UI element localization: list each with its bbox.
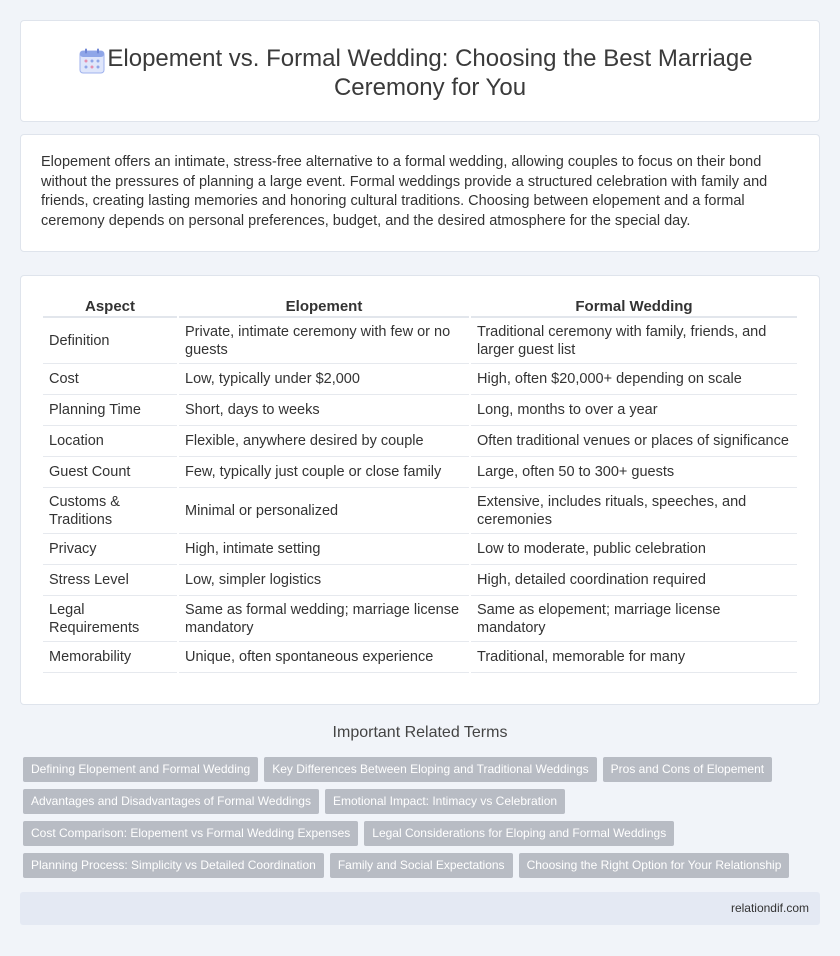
intro-paragraph: Elopement offers an intimate, stress-free alternative to a formal wedding, allowing couples to focus on their bond without the pressures of planning a large event. Formal weddings provide a structured celebration with family and friends, creating lasting memories and honoring cultural traditions. Choosing between elopement and a formal ceremony depends on personal preferences, budget, and the desired atmosphere for the special day. [41,154,768,229]
footer [20,892,820,925]
table-row [43,565,797,596]
cell-aspect: Definition [43,318,177,364]
cell-elopement: Minimal or personalized [179,488,469,534]
related-term-tag[interactable]: Choosing the Right Option for Your Relationship [519,853,790,878]
intro-card [20,134,820,252]
table-row [43,488,797,534]
table-row [43,364,797,395]
cell-aspect: Guest Count [43,457,177,488]
cell-elopement: Few, typically just couple or close family [179,457,469,488]
cell-elopement: High, intimate setting [179,534,469,565]
tag-row [23,853,803,885]
cell-aspect: Legal Requirements [43,596,177,642]
header-formal-wedding: Formal Wedding [471,296,797,318]
tag-row [23,821,803,853]
cell-formal-wedding: High, often $20,000+ depending on scale [471,364,797,395]
cell-aspect: Location [43,426,177,457]
cell-elopement: Short, days to weeks [179,395,469,426]
tag-row [23,789,803,821]
title-card [20,20,820,122]
related-term-tag[interactable]: Family and Social Expectations [330,853,513,878]
cell-elopement: Flexible, anywhere desired by couple [179,426,469,457]
table-row [43,596,797,642]
comparison-card [20,275,820,705]
related-term-tag[interactable]: Advantages and Disadvantages of Formal Weddings [23,789,319,814]
table-row [43,642,797,673]
cell-elopement: Low, typically under $2,000 [179,364,469,395]
footer-site-link[interactable]: relationdif.com [730,901,809,915]
header-aspect: Aspect [43,296,177,318]
cell-formal-wedding: Low to moderate, public celebration [471,534,797,565]
cell-aspect: Cost [43,364,177,395]
table-row [43,426,797,457]
table-row [43,318,797,364]
cell-elopement: Private, intimate ceremony with few or no guests [179,318,469,364]
cell-formal-wedding: Same as elopement; marriage license mandatory [471,596,797,642]
cell-aspect: Stress Level [43,565,177,596]
cell-formal-wedding: High, detailed coordination required [471,565,797,596]
tag-row [23,757,803,789]
cell-formal-wedding: Extensive, includes rituals, speeches, and ceremonies [471,488,797,534]
table-header-row [43,296,797,318]
related-term-tag[interactable]: Defining Elopement and Formal Wedding [23,757,258,782]
cell-elopement: Low, simpler logistics [179,565,469,596]
header-elopement: Elopement [179,296,469,318]
related-term-tag[interactable]: Key Differences Between Eloping and Traditional Weddings [264,757,596,782]
related-terms-heading: Important Related Terms [332,724,508,741]
table-row [43,457,797,488]
cell-formal-wedding: Traditional ceremony with family, friends, and larger guest list [471,318,797,364]
cell-formal-wedding: Often traditional venues or places of significance [471,426,797,457]
related-term-tag[interactable]: Pros and Cons of Elopement [603,757,772,782]
related-terms-list [23,757,803,885]
page-title-line-2: Ceremony for You [333,74,527,101]
cell-aspect: Privacy [43,534,177,565]
cell-elopement: Unique, often spontaneous experience [179,642,469,673]
comparison-table [41,296,799,673]
cell-formal-wedding: Large, often 50 to 300+ guests [471,457,797,488]
cell-aspect: Customs & Traditions [43,488,177,534]
cell-elopement: Same as formal wedding; marriage license mandatory [179,596,469,642]
page-title [81,44,779,102]
table-row [43,534,797,565]
related-term-tag[interactable]: Legal Considerations for Eloping and Formal Weddings [364,821,674,846]
related-term-tag[interactable]: Cost Comparison: Elopement vs Formal Wedding Expenses [23,821,358,846]
related-term-tag[interactable]: Planning Process: Simplicity vs Detailed Coordination [23,853,324,878]
cell-formal-wedding: Long, months to over a year [471,395,797,426]
cell-formal-wedding: Traditional, memorable for many [471,642,797,673]
cell-aspect: Memorability [43,642,177,673]
cell-aspect: Planning Time [43,395,177,426]
table-row [43,395,797,426]
related-term-tag[interactable]: Emotional Impact: Intimacy vs Celebration [325,789,565,814]
page-title-line-1: Elopement vs. Formal Wedding: Choosing the Best Marriage [107,45,753,72]
